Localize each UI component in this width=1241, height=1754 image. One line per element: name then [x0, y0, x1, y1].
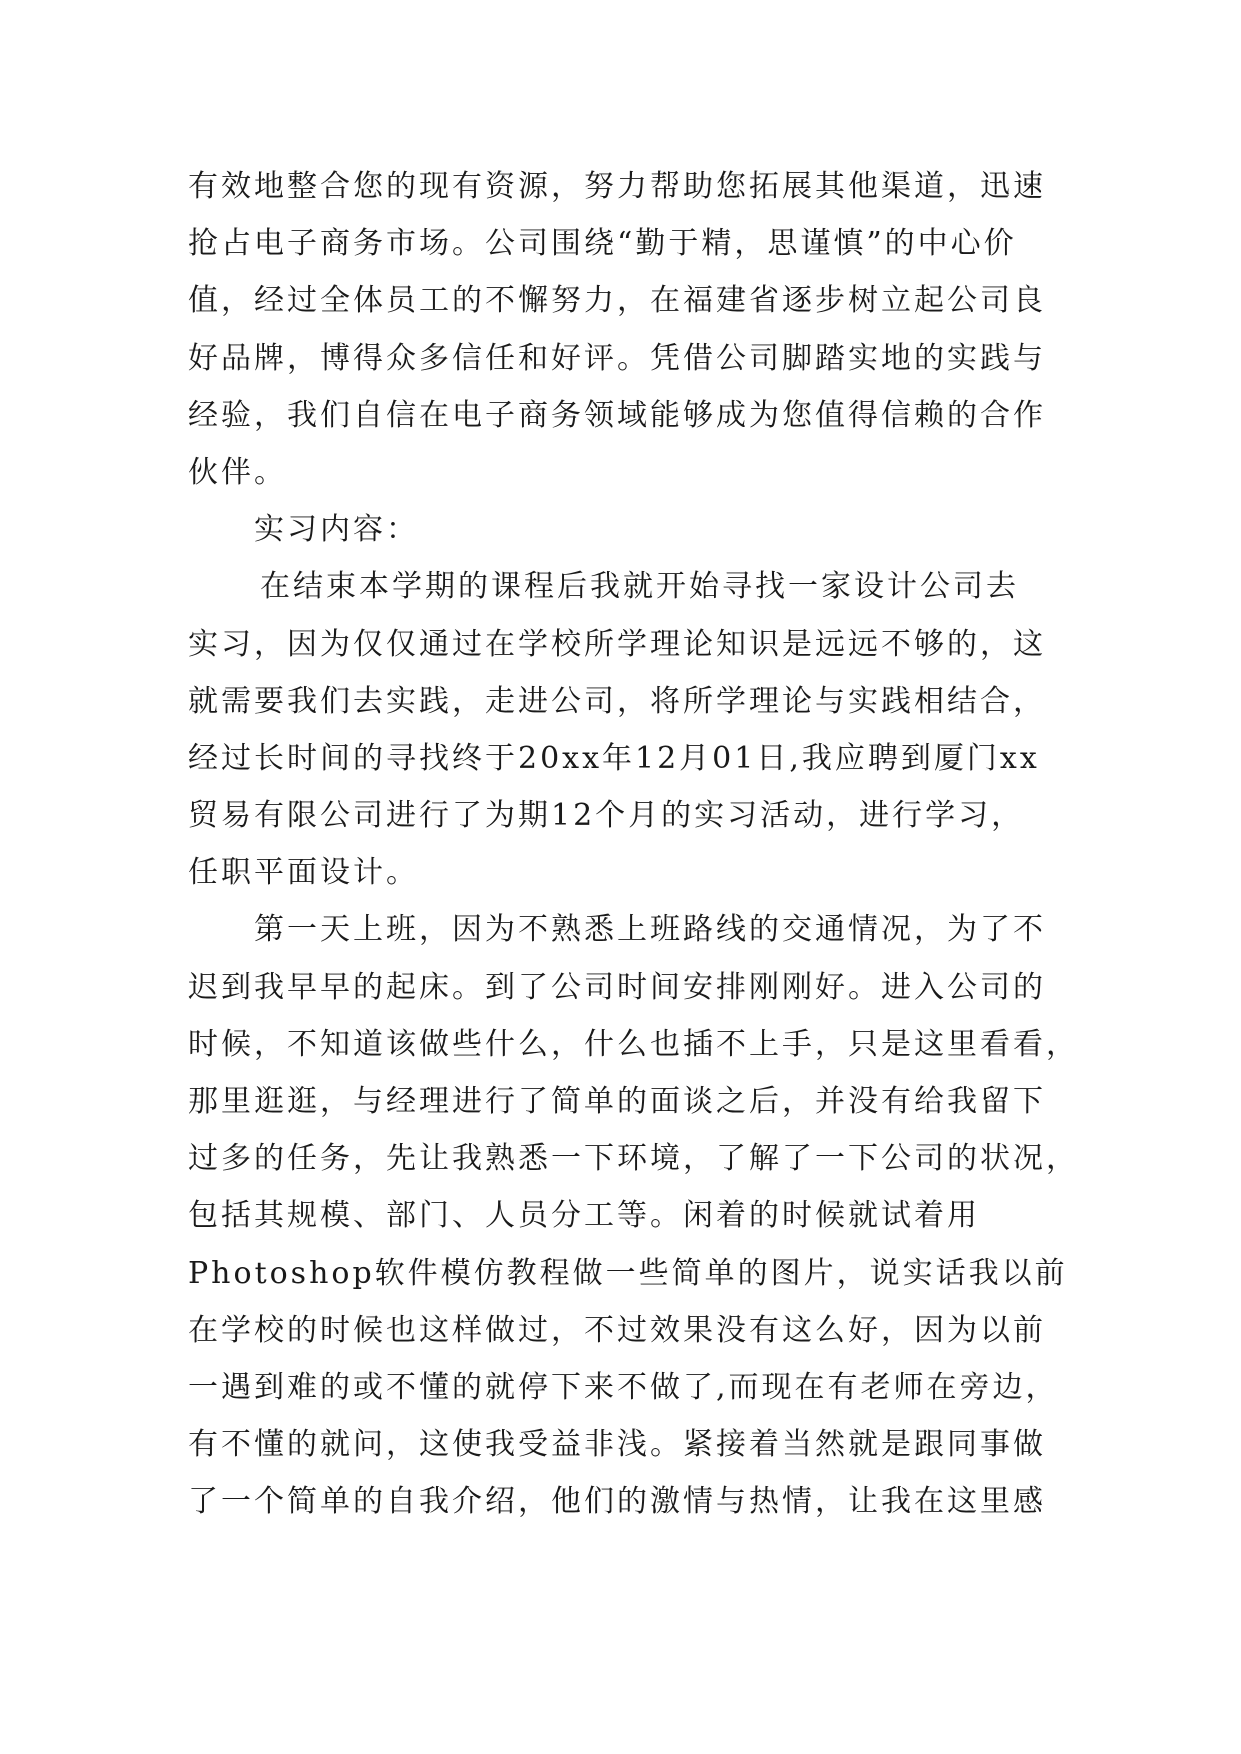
text-line: 有不懂的就问，这使我受益非浅。紧接着当然就是跟同事做	[188, 1427, 1046, 1463]
text-line: 在结束本学期的课程后我就开始寻找一家设计公司去	[260, 569, 1019, 605]
text-line: 一遇到难的或不懂的就停下来不做了,而现在有老师在旁边，	[188, 1369, 1059, 1405]
text-line: 经过长时间的寻找终于20xx年12月01日,我应聘到厦门xx	[188, 740, 1040, 776]
text-line: 经验，我们自信在电子商务领域能够成为您值得信赖的合作	[188, 397, 1046, 433]
text-line: 包括其规模、部门、人员分工等。闲着的时候就试着用	[188, 1198, 980, 1234]
document-body	[188, 158, 1079, 1531]
section-heading: 实习内容：	[254, 512, 419, 548]
text-line: 过多的任务，先让我熟悉一下环境，了解了一下公司的状况，	[188, 1141, 1079, 1177]
text-line: 迟到我早早的起床。到了公司时间安排刚刚好。进入公司的	[188, 969, 1046, 1005]
text-line: 好品牌，博得众多信任和好评。凭借公司脚踏实地的实践与	[188, 340, 1046, 376]
text-line: 伙伴。	[188, 454, 287, 490]
text-line: 抢占电子商务市场。公司围绕“勤于精，思谨慎”的中心价	[188, 226, 1017, 262]
text-line: 实习，因为仅仅通过在学校所学理论知识是远远不够的，这	[188, 626, 1046, 662]
text-line: 任职平面设计。	[188, 855, 419, 891]
text-line: 有效地整合您的现有资源，努力帮助您拓展其他渠道，迅速	[188, 169, 1046, 204]
text-line: 了一个简单的自我介绍，他们的激情与热情，让我在这里感	[188, 1484, 1046, 1520]
text-line: 在学校的时候也这样做过，不过效果没有这么好，因为以前	[188, 1312, 1046, 1348]
text-line: 那里逛逛，与经理进行了简单的面谈之后，并没有给我留下	[188, 1084, 1046, 1119]
text-line: 就需要我们去实践，走进公司，将所学理论与实践相结合，	[188, 683, 1046, 719]
text-line: 时候，不知道该做些什么，什么也插不上手，只是这里看看，	[188, 1026, 1079, 1062]
text-line: 值，经过全体员工的不懈努力，在福建省逐步树立起公司良	[188, 283, 1046, 319]
text-line: 贸易有限公司进行了为期12个月的实习活动，进行学习，	[188, 798, 1025, 834]
text-line: Photoshop软件模仿教程做一些简单的图片，说实话我以前	[188, 1255, 1068, 1291]
text-line: 第一天上班，因为不熟悉上班路线的交通情况，为了不	[254, 912, 1046, 948]
